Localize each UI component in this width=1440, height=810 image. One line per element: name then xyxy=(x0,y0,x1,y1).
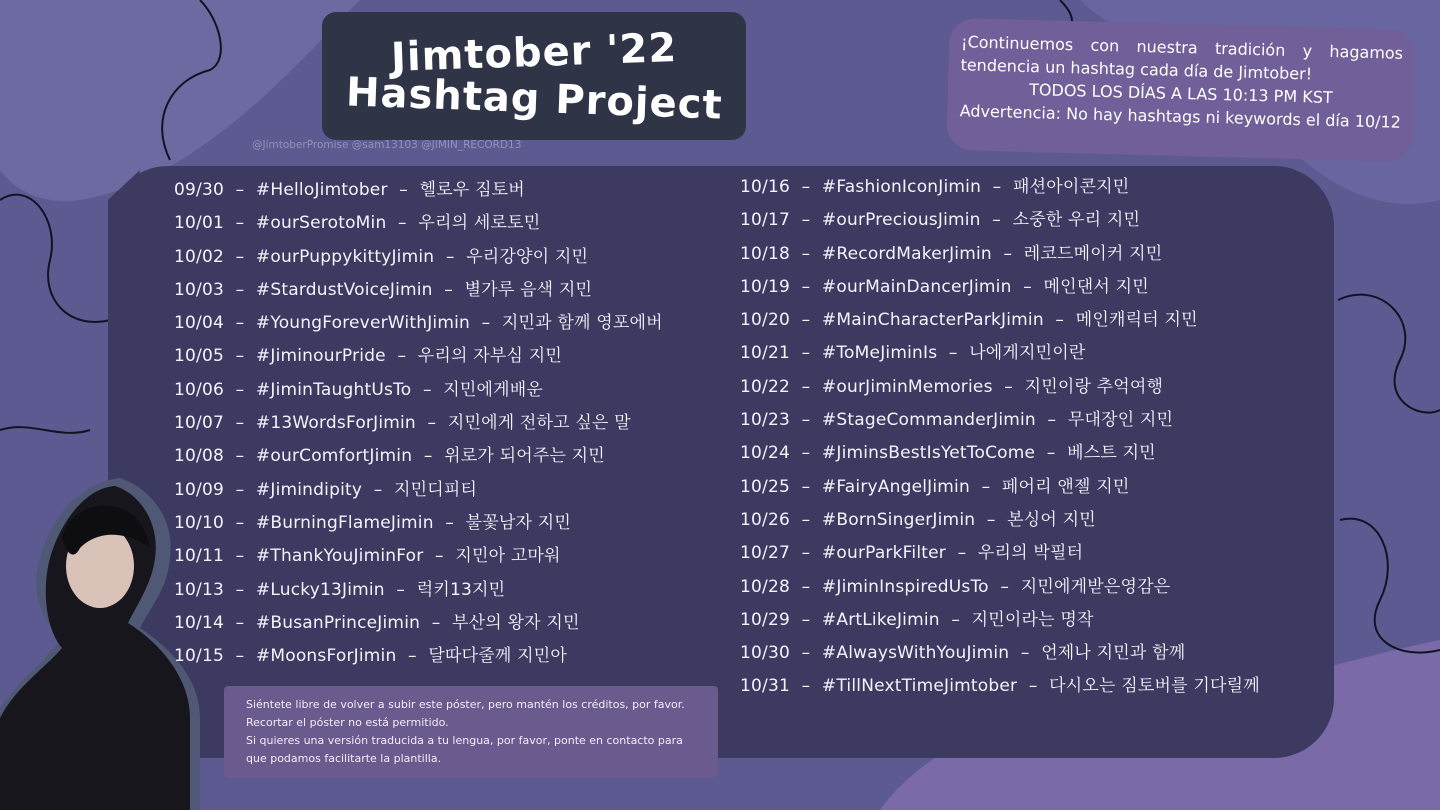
hashtag-row-sep: – xyxy=(235,413,245,434)
hashtag-row-date: 10/22 xyxy=(740,376,790,397)
hashtag-row-korean: 달따다줄께 지민아 xyxy=(428,646,567,667)
hashtag-row-sep: – xyxy=(235,579,245,600)
note-line-2: Recortar el póster no está permitido. xyxy=(246,716,449,729)
hashtag-row-sep: – xyxy=(801,509,811,530)
hashtag-row-sep: – xyxy=(235,346,245,367)
hashtag-list-left xyxy=(174,174,663,673)
hashtag-row-sep: – xyxy=(235,546,245,567)
hashtag-row-korean: 지민에게배운 xyxy=(443,379,544,400)
hashtag-row-tag: #BusanPrinceJimin xyxy=(255,612,421,633)
title-box xyxy=(322,12,746,140)
hashtag-row-dash: – xyxy=(1028,676,1038,697)
hashtag-row xyxy=(174,274,663,307)
hashtag-row-sep: – xyxy=(801,177,811,197)
hashtag-row-sep: – xyxy=(235,379,245,400)
hashtag-row-sep: – xyxy=(235,213,245,234)
hashtag-row-korean: 패션아이콘지민 xyxy=(1012,177,1130,197)
hashtag-row-korean: 불꽃남자 지민 xyxy=(465,512,571,533)
hashtag-row-dash: – xyxy=(397,346,407,367)
hashtag-row-dash: – xyxy=(992,210,1001,231)
hashtag-row-korean: 우리의 박필터 xyxy=(977,543,1084,564)
hashtag-row-sep: – xyxy=(801,310,811,331)
hashtag-row-dash: – xyxy=(1004,376,1013,397)
hashtag-row-tag: #Lucky13Jimin xyxy=(255,579,385,600)
hashtag-row xyxy=(174,407,663,440)
hashtag-row-sep: – xyxy=(235,279,245,300)
hashtag-row-dash: – xyxy=(1047,410,1057,431)
hashtag-row-korean: 지민에게 전하고 싶은 말 xyxy=(447,413,631,434)
hashtag-row-korean: 부산의 왕자 지민 xyxy=(452,612,580,633)
hashtag-row-korean: 메인캐릭터 지민 xyxy=(1075,310,1198,331)
hashtag-row-date: 10/08 xyxy=(174,446,224,467)
hashtag-row-dash: – xyxy=(986,509,996,530)
hashtag-row-tag: #AlwaysWithYouJimin xyxy=(821,643,1010,664)
hashtag-row-dash: – xyxy=(992,177,1002,197)
hashtag-row xyxy=(740,304,1260,337)
hashtag-row-sep: – xyxy=(235,180,245,200)
hashtag-row-tag: #JiminsBestIsYetToCome xyxy=(821,443,1036,464)
hashtag-row-korean: 지민이라는 명작 xyxy=(971,609,1094,630)
hashtag-row-dash: – xyxy=(431,612,441,633)
hashtag-row xyxy=(174,574,663,607)
hashtag-row-korean: 우리의 자부심 지민 xyxy=(417,346,562,367)
hashtag-row xyxy=(174,440,663,473)
hashtag-row-dash: – xyxy=(399,180,408,200)
hashtag-row-korean: 언제나 지민과 함께 xyxy=(1041,643,1186,664)
hashtag-row-tag: #ourPreciousJimin xyxy=(821,210,981,231)
hashtag-row-sep: – xyxy=(235,612,245,633)
hashtag-row-date: 10/10 xyxy=(174,512,224,533)
hashtag-row-date: 10/25 xyxy=(740,476,790,497)
hashtag-row-tag: #ThankYouJiminFor xyxy=(255,546,424,567)
hashtag-row-sep: – xyxy=(801,443,811,464)
hashtag-row-korean: 지민아 고마워 xyxy=(455,546,561,567)
info-time: TODOS LOS DÍAS A LAS 10:13 PM KST xyxy=(1028,80,1333,107)
hashtag-row xyxy=(174,540,663,573)
note-line-3: Si quieres una versión traducida a tu lengua, por favor, ponte en contacto para xyxy=(246,734,683,747)
hashtag-row-tag: #StardustVoiceJimin xyxy=(255,279,433,300)
hashtag-row-korean: 다시오는 짐토버를 기다릴께 xyxy=(1049,676,1260,697)
hashtag-row-dash: – xyxy=(1055,310,1065,331)
hashtag-row-korean: 우리강양이 지민 xyxy=(466,246,589,267)
hashtag-row-sep: – xyxy=(801,276,811,297)
hashtag-row-dash: – xyxy=(445,246,455,267)
hashtag-row-korean: 베스트 지민 xyxy=(1067,443,1156,464)
hashtag-row-sep: – xyxy=(235,446,245,467)
info-warning: Advertencia: No hay hashtags ni keywords el día 10/12 xyxy=(959,101,1402,132)
hashtag-row xyxy=(740,204,1260,237)
hashtag-row-date: 10/13 xyxy=(174,579,224,600)
hashtag-row-dash: – xyxy=(1000,576,1010,597)
hashtag-row-tag: #JiminourPride xyxy=(255,346,386,367)
hashtag-row-date: 09/30 xyxy=(174,180,224,200)
hashtag-row-tag: #ToMeJiminIs xyxy=(821,343,938,364)
hashtag-row-tag: #FairyAngelJimin xyxy=(821,476,970,497)
hashtag-row-dash: – xyxy=(422,379,432,400)
hashtag-row-korean: 지민과 함께 영포에버 xyxy=(501,313,663,334)
hashtag-row-dash: – xyxy=(1003,243,1013,264)
hashtag-row-tag: #ourMainDancerJimin xyxy=(821,276,1012,297)
hashtag-row xyxy=(740,371,1260,404)
hashtag-row-tag: #ourSerotoMin xyxy=(255,213,387,234)
hashtag-row-dash: – xyxy=(408,646,417,667)
hashtag-row-tag: #MainCharacterParkJimin xyxy=(821,310,1044,331)
hashtag-row-date: 10/28 xyxy=(740,576,790,597)
hashtag-row-date: 10/09 xyxy=(174,479,224,500)
hashtag-row-date: 10/15 xyxy=(174,646,224,667)
title-line-2: Hashtag Project xyxy=(344,69,724,129)
title-line-1: Jimtober '22 xyxy=(390,25,678,81)
hashtag-row-dash: – xyxy=(427,413,437,434)
hashtag-row-date: 10/18 xyxy=(740,243,790,264)
hashtag-row-korean: 레코드메이커 지민 xyxy=(1023,243,1163,264)
hashtag-row-date: 10/27 xyxy=(740,543,790,564)
hashtag-row-date: 10/19 xyxy=(740,276,790,297)
hashtag-row-date: 10/29 xyxy=(740,609,790,630)
hashtag-row-korean: 지민이랑 추억여행 xyxy=(1024,376,1164,397)
hashtag-row-date: 10/11 xyxy=(174,546,224,567)
hashtag-row xyxy=(740,504,1260,537)
hashtag-row-sep: – xyxy=(801,476,811,497)
hashtag-row-dash: – xyxy=(444,279,453,300)
hashtag-row-sep: – xyxy=(801,543,811,564)
hashtag-row-korean: 소중한 우리 지민 xyxy=(1012,210,1141,231)
hashtag-row-tag: #MoonsForJimin xyxy=(255,646,397,667)
hashtag-row-sep: – xyxy=(235,646,245,667)
hashtag-row-tag: #JiminInspiredUsTo xyxy=(821,576,989,597)
hashtag-row-date: 10/14 xyxy=(174,612,224,633)
hashtag-row xyxy=(740,571,1260,604)
hashtag-row-tag: #TillNextTimeJimtober xyxy=(821,676,1018,697)
hashtag-row-sep: – xyxy=(235,479,245,500)
hashtag-row-dash: – xyxy=(981,476,991,497)
hashtag-row xyxy=(740,537,1260,570)
hashtag-row-tag: #ourPuppykittyJimin xyxy=(255,246,435,267)
hashtag-row-sep: – xyxy=(801,343,811,364)
hashtag-row xyxy=(174,507,663,540)
hashtag-row xyxy=(740,471,1260,504)
hashtag-row-tag: #13WordsForJimin xyxy=(255,413,416,434)
squiggle-line-mid-left xyxy=(0,427,90,433)
hashtag-row xyxy=(740,404,1260,437)
hashtag-row xyxy=(740,337,1260,370)
hashtag-row xyxy=(740,171,1260,204)
hashtag-row-dash: – xyxy=(1023,276,1032,297)
hashtag-row-date: 10/30 xyxy=(740,643,790,664)
hashtag-row-tag: #ourJiminMemories xyxy=(821,376,993,397)
hashtag-row-tag: #ourParkFilter xyxy=(821,543,946,564)
hashtag-row-korean: 본싱어 지민 xyxy=(1007,509,1096,530)
portrait-photo xyxy=(0,478,200,810)
hashtag-row-sep: – xyxy=(801,210,811,231)
hashtag-row xyxy=(174,640,663,673)
hashtag-row-sep: – xyxy=(801,376,811,397)
hashtag-row-dash: – xyxy=(948,343,958,364)
hashtag-row-dash: – xyxy=(951,609,961,630)
hashtag-row-date: 10/01 xyxy=(174,213,224,234)
hashtag-row-sep: – xyxy=(235,246,245,267)
credits-text: @JimtoberPromise @sam13103 @JIMIN_RECORD13 xyxy=(252,139,522,151)
hashtag-row xyxy=(174,174,663,207)
hashtag-row xyxy=(174,241,663,274)
hashtag-row xyxy=(740,604,1260,637)
hashtag-row-tag: #ArtLikeJimin xyxy=(821,609,940,630)
hashtag-row-korean: 지민에게받은영감은 xyxy=(1020,576,1171,597)
hashtag-row-date: 10/20 xyxy=(740,310,790,331)
hashtag-row-tag: #ourComfortJimin xyxy=(255,446,413,467)
hashtag-row xyxy=(740,637,1260,670)
hashtag-row xyxy=(740,271,1260,304)
note-line-1: Siéntete libre de volver a subir este póster, pero mantén los créditos, por favor. xyxy=(246,698,685,711)
hashtag-row-korean: 메인댄서 지민 xyxy=(1043,276,1149,297)
hashtag-row-date: 10/16 xyxy=(740,177,790,197)
hashtag-row-korean: 럭키13지민 xyxy=(416,579,506,600)
squiggle-line-right xyxy=(1338,295,1440,413)
hashtag-row-date: 10/03 xyxy=(174,279,224,300)
info-intro: ¡Continuemos con nuestra tradición y hagamos tendencia un hashtag cada día de Jimtober! xyxy=(960,32,1404,84)
hashtag-row-korean: 무대장인 지민 xyxy=(1067,410,1174,431)
hashtag-row-tag: #Jimindipity xyxy=(255,479,363,500)
note-box xyxy=(224,686,718,778)
hashtag-row-korean: 페어리 앤젤 지민 xyxy=(1001,476,1130,497)
hashtag-row-date: 10/06 xyxy=(174,379,224,400)
squiggle-line-left xyxy=(0,195,110,322)
hashtag-row-dash: – xyxy=(423,446,433,467)
hashtag-row-sep: – xyxy=(801,609,811,630)
hashtag-row-date: 10/07 xyxy=(174,413,224,434)
hashtag-row-date: 10/17 xyxy=(740,210,790,231)
hashtag-row-korean: 지민디피티 xyxy=(394,479,478,500)
hashtag-list-right xyxy=(740,171,1260,704)
hashtag-row xyxy=(174,207,663,240)
hashtag-row-sep: – xyxy=(235,313,245,334)
hashtag-row-sep: – xyxy=(801,576,811,597)
hashtag-row-dash: – xyxy=(435,546,444,567)
hashtag-row-korean: 별가루 음색 지민 xyxy=(464,279,593,300)
hashtag-row-tag: #BornSingerJimin xyxy=(821,509,976,530)
hashtag-row-tag: #YoungForeverWithJimin xyxy=(255,313,470,334)
hashtag-row xyxy=(174,340,663,373)
hashtag-row-dash: – xyxy=(1020,643,1030,664)
hashtag-row-korean: 헬로우 짐토버 xyxy=(419,180,525,200)
hashtag-row-dash: – xyxy=(396,579,406,600)
hashtag-row-tag: #JiminTaughtUsTo xyxy=(255,379,412,400)
hashtag-row xyxy=(174,474,663,507)
hashtag-row-sep: – xyxy=(801,243,811,264)
squiggle-line-bottom-right xyxy=(1340,519,1440,653)
hashtag-row-date: 10/23 xyxy=(740,410,790,431)
hashtag-row-date: 10/04 xyxy=(174,313,224,334)
hashtag-row-dash: – xyxy=(957,543,967,564)
hashtag-row-date: 10/02 xyxy=(174,246,224,267)
hashtag-row xyxy=(174,374,663,407)
hashtag-row-dash: – xyxy=(373,479,383,500)
hashtag-row-sep: – xyxy=(801,676,811,697)
hashtag-row-tag: #RecordMakerJimin xyxy=(821,243,992,264)
hashtag-row xyxy=(174,307,663,340)
hashtag-row-dash: – xyxy=(1046,443,1056,464)
hashtag-row-date: 10/24 xyxy=(740,443,790,464)
hashtag-row-dash: – xyxy=(445,512,455,533)
hashtag-row-korean: 우리의 세로토민 xyxy=(418,213,541,234)
hashtag-row-date: 10/05 xyxy=(174,346,224,367)
hashtag-row-dash: – xyxy=(398,213,407,234)
hashtag-row-tag: #HelloJimtober xyxy=(255,180,388,200)
hashtag-row-sep: – xyxy=(235,512,245,533)
hashtag-row-date: 10/31 xyxy=(740,676,790,697)
hashtag-row-tag: #StageCommanderJimin xyxy=(821,410,1036,431)
hashtag-row-tag: #FashionIconJimin xyxy=(821,177,982,197)
hashtag-row-korean: 위로가 되어주는 지민 xyxy=(444,446,605,467)
hashtag-row-sep: – xyxy=(801,410,811,431)
info-box xyxy=(946,18,1415,162)
hashtag-row xyxy=(740,238,1260,271)
hashtag-row-sep: – xyxy=(801,643,811,664)
note-line-4: que podamos facilitarte la plantilla. xyxy=(246,752,442,765)
hashtag-row-date: 10/26 xyxy=(740,509,790,530)
hashtag-row xyxy=(174,607,663,640)
hashtag-row-korean: 나에게지민이란 xyxy=(969,343,1086,364)
hashtag-row-dash: – xyxy=(481,313,491,334)
hashtag-row xyxy=(740,437,1260,470)
hashtag-row xyxy=(740,670,1260,703)
hashtag-row-date: 10/21 xyxy=(740,343,790,364)
hashtag-row-tag: #BurningFlameJimin xyxy=(255,512,434,533)
